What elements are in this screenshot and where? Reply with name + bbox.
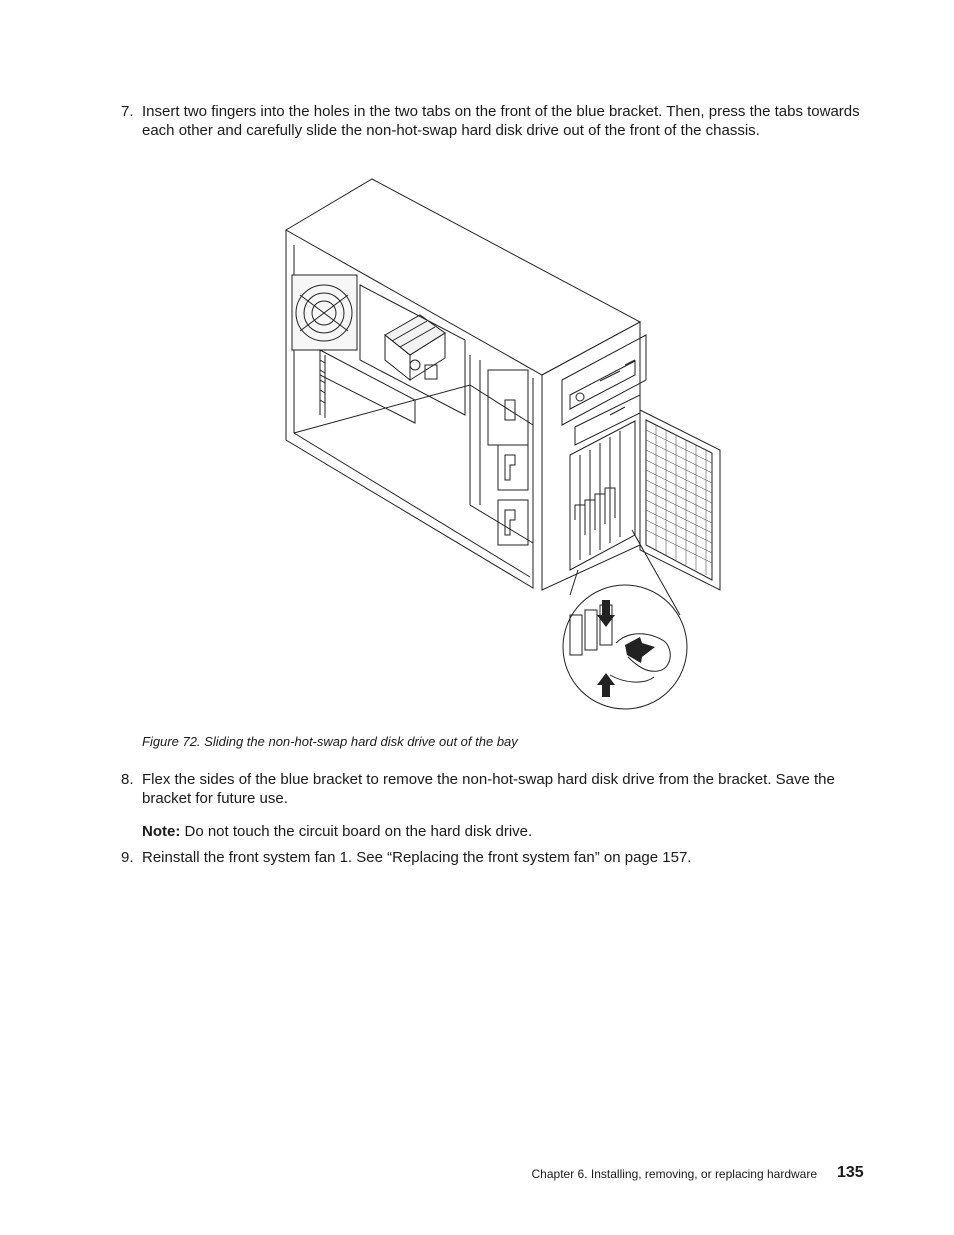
- step-number: 9.: [121, 849, 134, 866]
- footer-chapter: Chapter 6. Installing, removing, or replacing hardware: [531, 1167, 817, 1181]
- note-label: Note:: [142, 823, 181, 840]
- page-number: 135: [837, 1164, 864, 1181]
- figure-caption: Figure 72. Sliding the non-hot-swap hard disk drive out of the bay: [142, 734, 518, 749]
- step-text: Insert two fingers into the holes in the two tabs on the front of the blue bracket. Then, press the tabs towards each other and carefully slide the non-hot-swap hard disk drive out of the front of the chassis.: [142, 103, 860, 139]
- step-text: Flex the sides of the blue bracket to remove the non-hot-swap hard disk drive from the bracket. Save the bracket for future use.: [142, 771, 835, 807]
- step-number: 8.: [121, 771, 134, 788]
- server-chassis-illustration: [280, 175, 730, 715]
- step-number: 7.: [121, 103, 134, 120]
- step-text: Reinstall the front system fan 1. See “Replacing the front system fan” on page 157.: [142, 849, 692, 866]
- note: [142, 822, 532, 841]
- note-text: Do not touch the circuit board on the hard disk drive.: [180, 823, 533, 840]
